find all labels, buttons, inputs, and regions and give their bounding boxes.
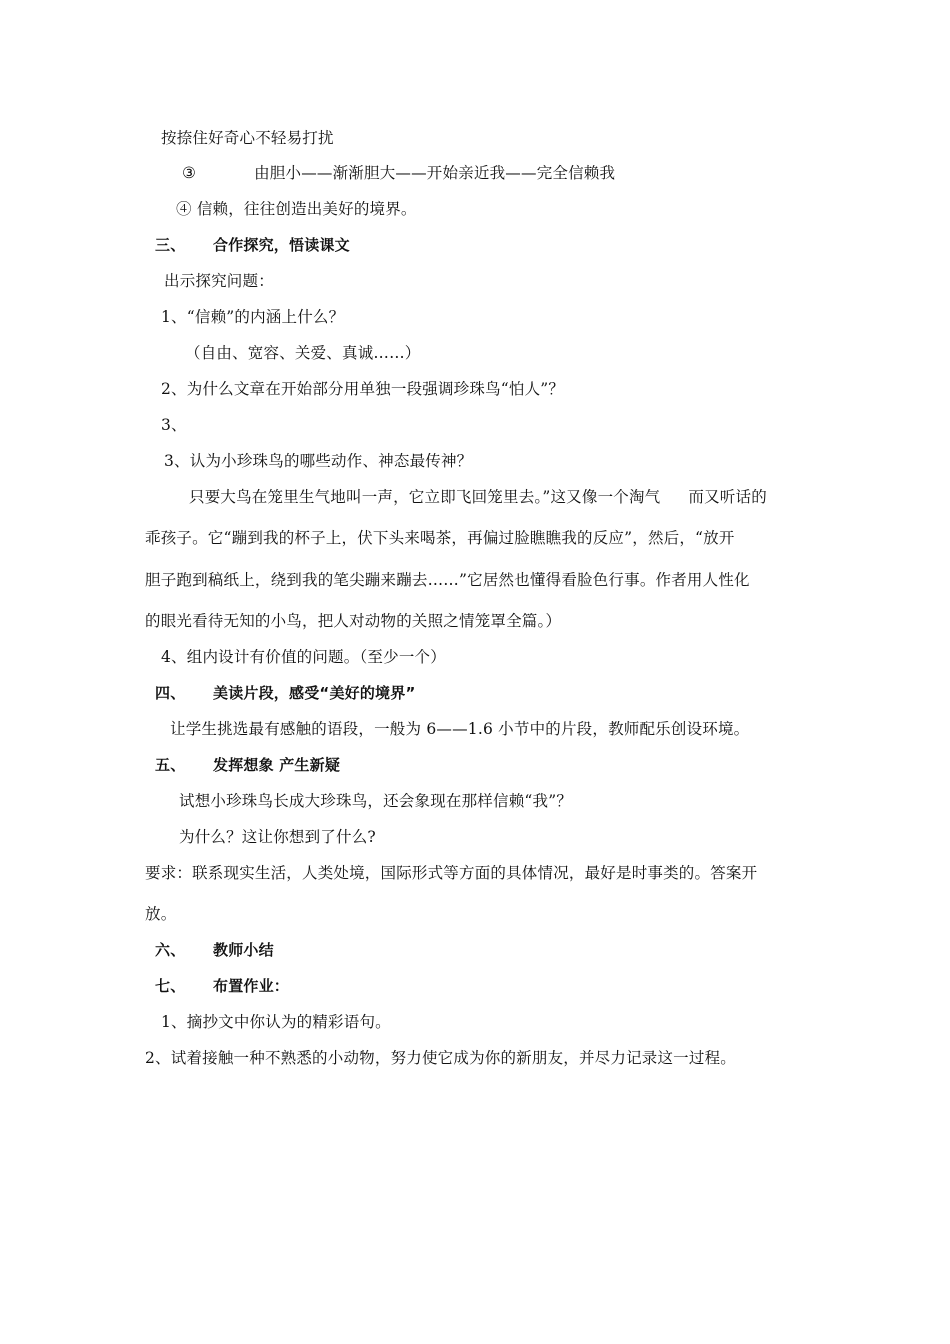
text-line: 出示探究问题：	[164, 272, 274, 290]
section-heading	[155, 939, 274, 961]
section-title: 美读片段，感受“美好的境界”	[213, 684, 416, 702]
paragraph-line: 胆子跑到稿纸上，绕到我的笔尖蹦来蹦去……”它居然也懂得看脸色行事。作者用人性化	[145, 571, 750, 589]
section-number: 七、	[155, 977, 186, 995]
text-line: （自由、宽容、关爱、真诚……）	[185, 344, 421, 362]
section-title: 布置作业：	[213, 977, 290, 995]
section-number: 六、	[155, 941, 186, 959]
text-line: 3、认为小珍珠鸟的哪些动作、神态最传神？	[164, 452, 473, 470]
section-heading	[155, 682, 416, 704]
section-title: 合作探究，悟读课文	[213, 236, 350, 254]
section-title: 教师小结	[213, 941, 274, 959]
text-line: ④ 信赖，往往创造出美好的境界。	[176, 200, 417, 218]
text-line: 4、组内设计有价值的问题。（至少一个）	[161, 648, 446, 666]
text-line: 2、试着接触一种不熟悉的小动物，努力使它成为你的新朋友，并尽力记录这一过程。	[145, 1049, 736, 1067]
text-line: 1、摘抄文中你认为的精彩语句。	[161, 1013, 391, 1031]
text-line: 按捺住好奇心不轻易打扰	[161, 129, 334, 147]
text-line: 1、“信赖”的内涵上什么？	[161, 308, 345, 326]
text-line	[182, 162, 615, 184]
text-line: 3、	[161, 416, 187, 434]
text-line: 试想小珍珠鸟长成大珍珠鸟，还会象现在那样信赖“我”？	[179, 792, 573, 810]
text-line: 2、为什么文章在开始部分用单独一段强调珍珠鸟“怕人”？	[161, 380, 565, 398]
section-number: 五、	[155, 756, 186, 774]
section-heading	[155, 975, 289, 997]
text-line: 为什么？这让你想到了什么?	[179, 828, 376, 846]
text-line: 让学生挑选最有感触的语段，一般为 6——1.6 小节中的片段，教师配乐创设环境。	[170, 720, 750, 738]
section-title: 发挥想象 产生新疑	[213, 756, 341, 774]
paragraph-line: 要求：联系现实生活，人类处境，国际形式等方面的具体情况，最好是时事类的。答案开	[145, 864, 758, 882]
text-span: 由胆小——渐渐胆大——开始亲近我——完全信赖我	[254, 164, 616, 182]
paragraph-line: 放。	[145, 905, 177, 923]
section-heading	[155, 754, 340, 776]
text-span: 只要大鸟在笼里生气地叫一声，它立即飞回笼里去。”这又像一个淘气	[189, 488, 661, 506]
circled-number: ③	[182, 164, 197, 182]
section-number: 四、	[155, 684, 186, 702]
paragraph-line: 乖孩子。它“蹦到我的杯子上，伏下头来喝茶，再偏过脸瞧瞧我的反应”，然后，“放开	[145, 529, 735, 547]
section-number: 三、	[155, 236, 186, 254]
text-span: 而又听话的	[688, 488, 767, 506]
paragraph-line	[189, 486, 767, 508]
section-heading	[155, 234, 350, 256]
paragraph-line: 的眼光看待无知的小鸟，把人对动物的关照之情笼罩全篇。）	[145, 612, 562, 630]
